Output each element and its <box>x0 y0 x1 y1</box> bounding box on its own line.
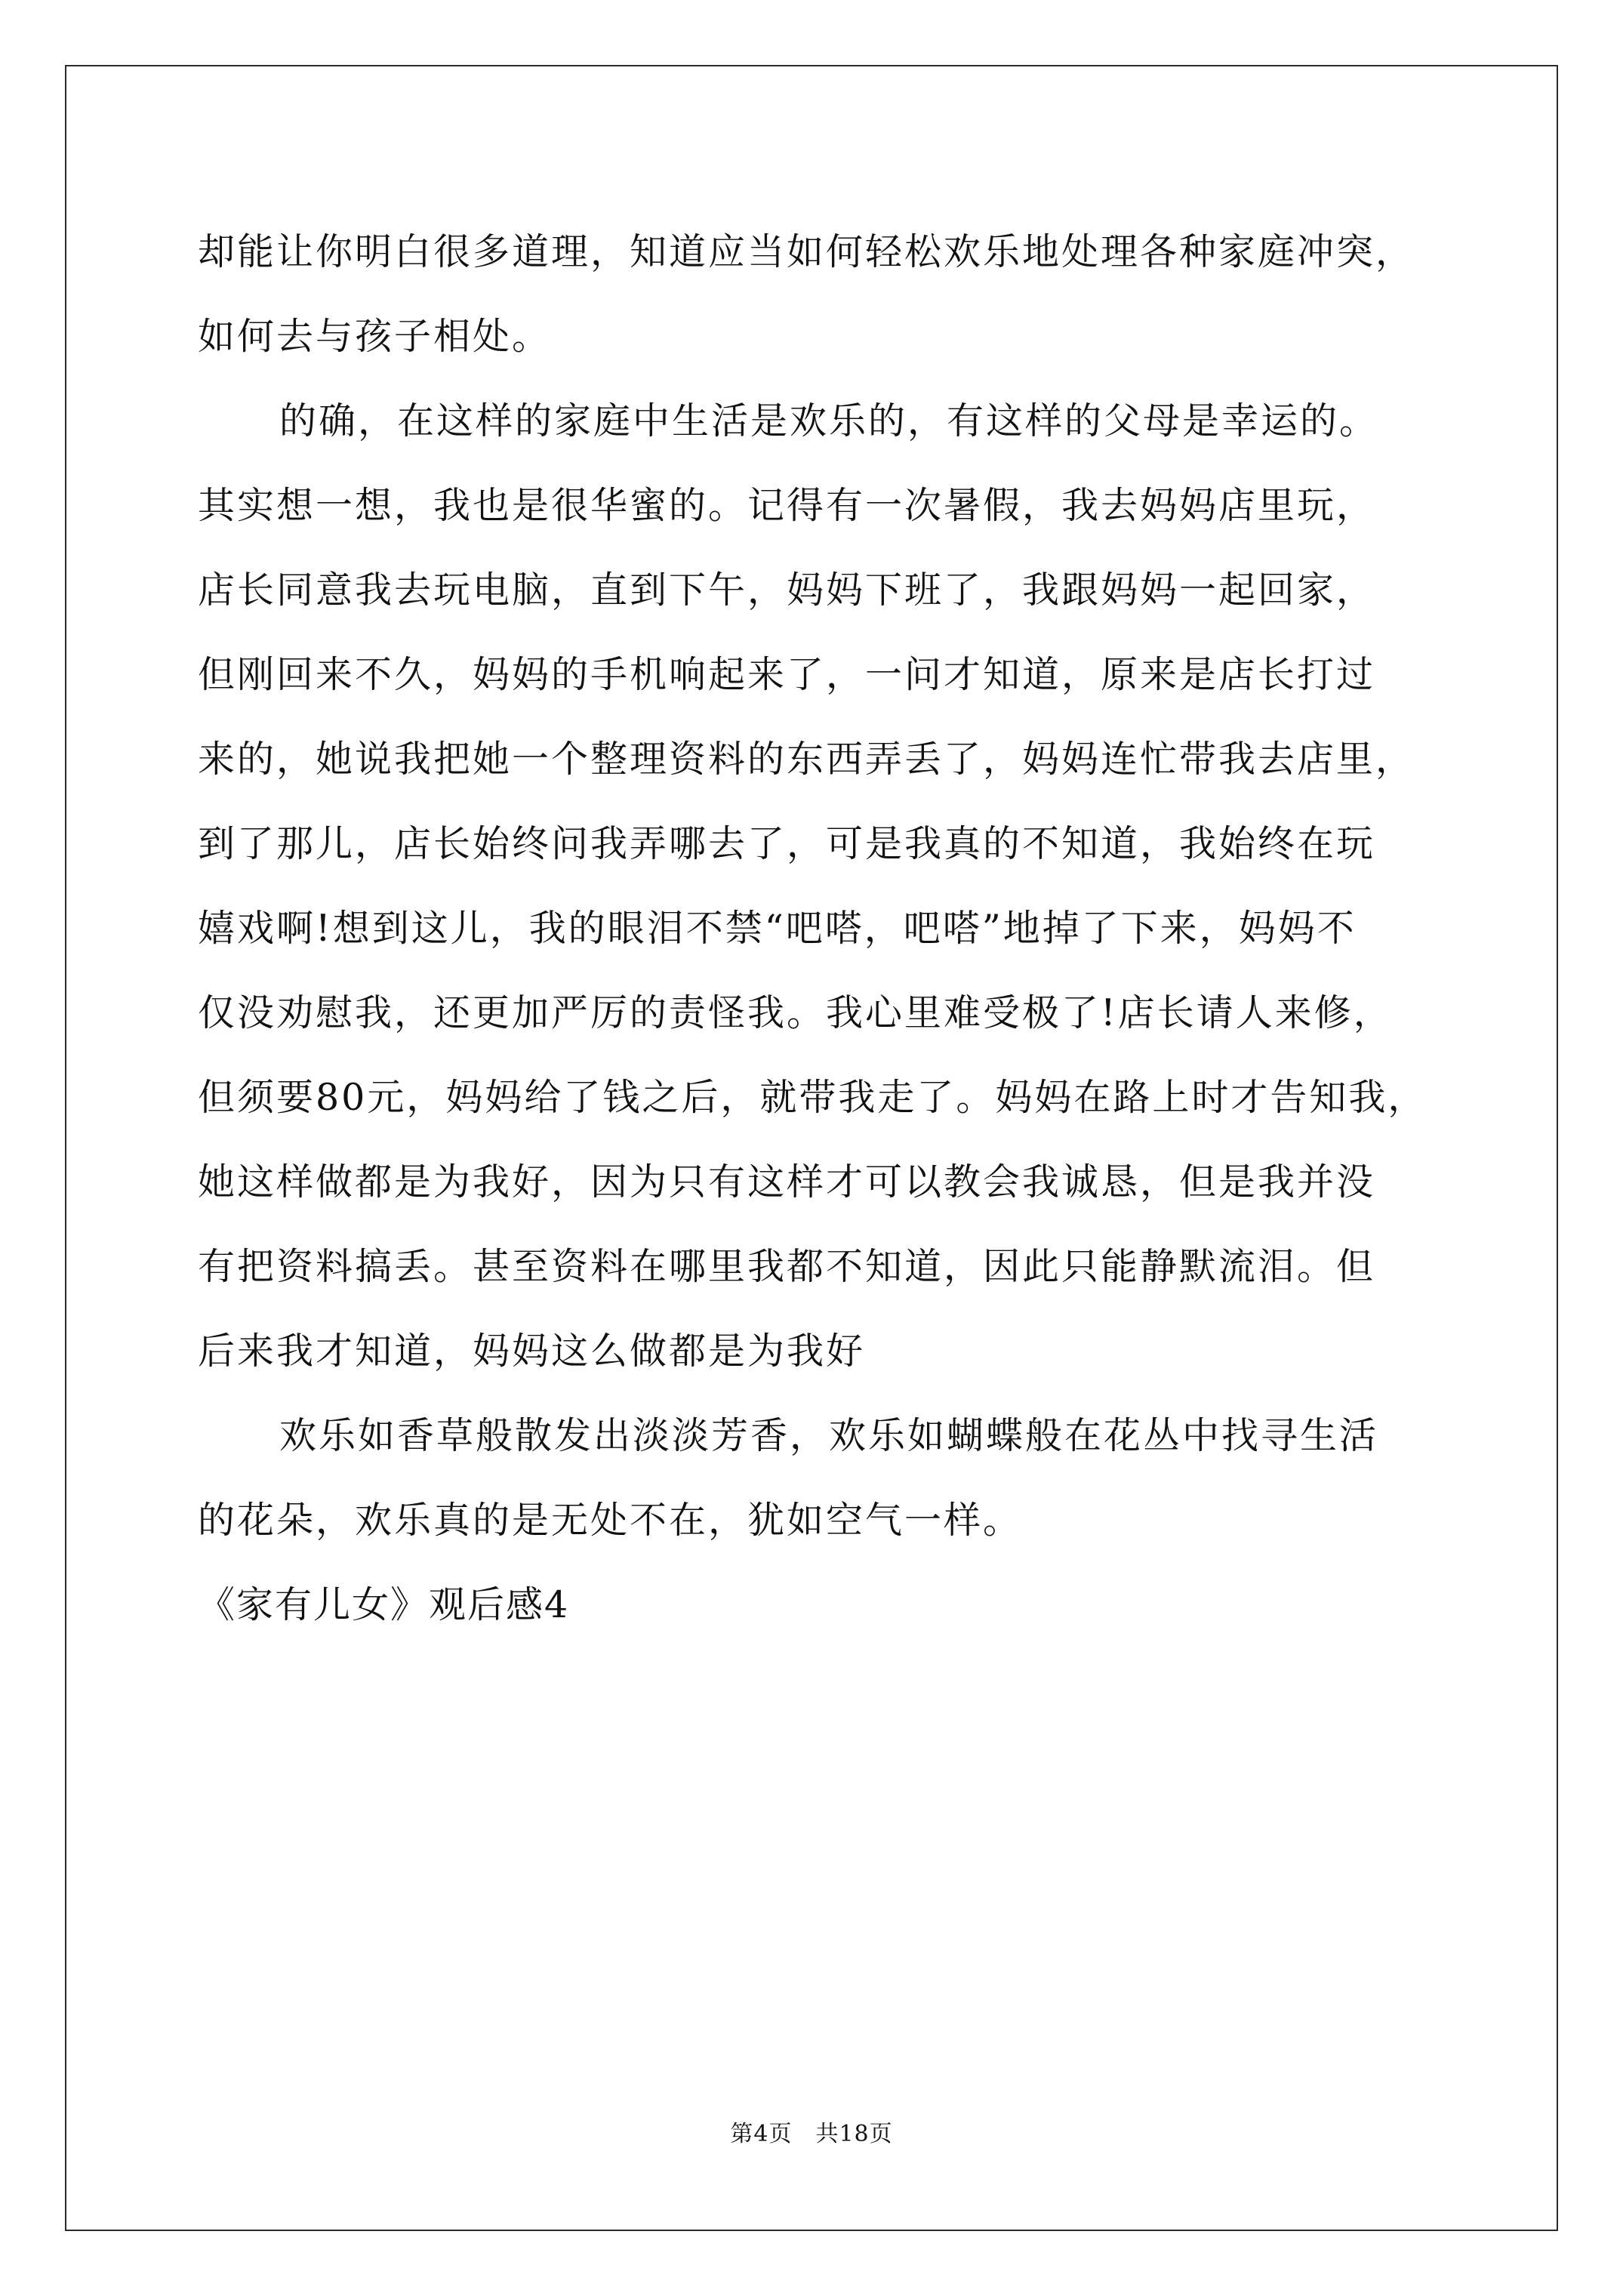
body-line-6: 但刚回来不久，妈妈的手机响起来了，一问才知道，原来是店长打过 <box>198 653 1376 696</box>
paragraph-start-line: 欢乐如香草般散发出淡淡芳香，欢乐如蝴蝶般在花丛中找寻生活 <box>279 1414 1379 1457</box>
body-line-1: 却能让你明白很多道理，知道应当如何轻松欢乐地处理各种家庭冲突， <box>198 230 1415 273</box>
paragraph-start-line: 的确，在这样的家庭中生活是欢乐的，有这样的父母是幸运的。 <box>279 399 1379 442</box>
body-line-14: 后来我才知道，妈妈这么做都是为我好 <box>198 1330 866 1373</box>
body-line-8: 到了那儿，店长始终问我弄哪去了，可是我真的不知道，我始终在玩 <box>198 822 1376 865</box>
body-line-2: 如何去与孩子相处。 <box>198 315 552 358</box>
body-line-13: 有把资料搞丢。甚至资料在哪里我都不知道，因此只能静默流泪。但 <box>198 1245 1376 1288</box>
section-heading: 《家有儿女》观后感4 <box>198 1583 570 1626</box>
page-border <box>65 65 1558 2231</box>
body-line-16: 的花朵，欢乐真的是无处不在，犹如空气一样。 <box>198 1499 1023 1542</box>
body-line-5: 店长同意我去玩电脑，直到下午，妈妈下班了，我跟妈妈一起回家， <box>198 569 1376 612</box>
body-line-10: 仅没劝慰我，还更加严厉的责怪我。我心里难受极了!店长请人来修， <box>198 991 1393 1034</box>
body-line-9: 嬉戏啊!想到这儿，我的眼泪不禁“吧嗒，吧嗒”地掉了下来，妈妈不 <box>198 907 1357 950</box>
body-line-12: 她这样做都是为我好，因为只有这样才可以教会我诚恳，但是我并没 <box>198 1160 1376 1203</box>
page-footer: 第4页 共18页 <box>730 2121 893 2147</box>
body-line-11: 但须要80元，妈妈给了钱之后，就带我走了。妈妈在路上时才告知我， <box>198 1076 1427 1119</box>
body-line-7: 来的，她说我把她一个整理资料的东西弄丢了，妈妈连忙带我去店里， <box>198 738 1415 781</box>
body-line-4: 其实想一想，我也是很华蜜的。记得有一次暑假，我去妈妈店里玩， <box>198 484 1376 527</box>
